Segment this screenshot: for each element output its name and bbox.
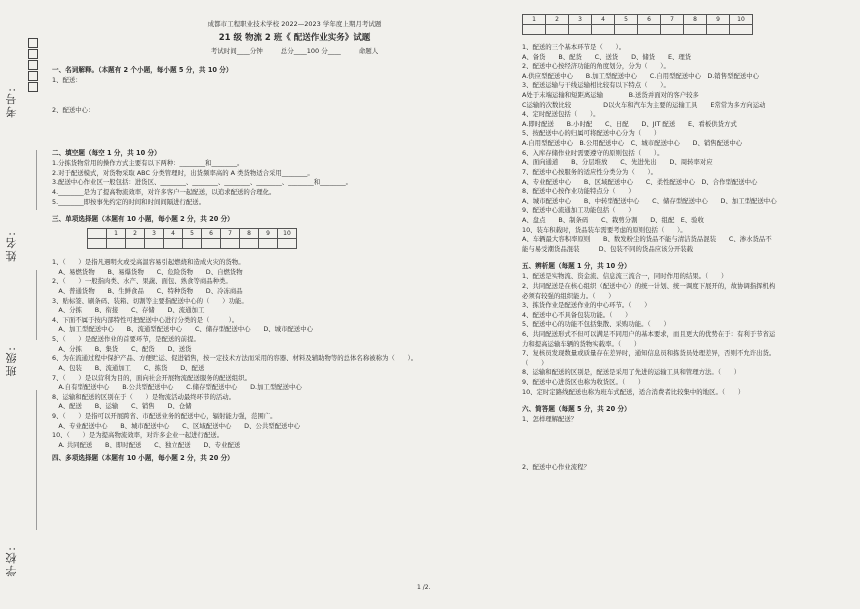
question-line: A.自有型配送中心 B.公共型配送中心 C.储存型配送中心 D.加工型配送中心 <box>52 383 302 392</box>
question-line: A、普通货物 B、生鲜食品 C、特种货物 D、冷冻商品 <box>52 287 243 296</box>
binding-line <box>36 270 37 340</box>
question-line: 6、为在流通过程中保护产品、方便贮运、促进销售，按一定技术方法而采用的容器、材料及辅助物等的总体名称被称为（ ）。 <box>52 354 418 363</box>
section-5-title: 五、辨析题（每题 1 分，共 10 分） <box>522 262 631 271</box>
question-line: A.即时配送 B.小时配 C、日配 D、JIT 配送 E、看板供货方式 <box>522 119 737 128</box>
school-header: 成都市工程职业技术学校 2022—2023 学年度上期月考试题 <box>207 20 382 28</box>
exam-meta <box>112 47 477 57</box>
binding-line <box>36 150 37 210</box>
right-column <box>522 14 852 472</box>
question: 4.________是为了提高物流效率，对许多客户一起配送，以追求配送的合理化。 <box>52 188 276 197</box>
question-line: 必须有较强的组织能力。（ ） <box>522 291 615 300</box>
answer-grid-header: 4 <box>164 229 183 239</box>
question-line: 4、配送中心不具备包装功能。（ ） <box>522 310 632 319</box>
question-line: A、包装 B、流通加工 C、拣货 D、配送 <box>52 363 205 372</box>
class-label: 班级: <box>5 345 18 377</box>
question-line: 10、装车积载时，货品装车需要考虑的原则包括（ ）。 <box>522 225 687 234</box>
answer-grid-header: 1 <box>107 229 126 239</box>
question-line: 4、定时配送包括（ ）。 <box>522 110 600 119</box>
question-line: 力和提高运输车辆的货物实载率。（ ） <box>522 339 641 348</box>
answer-grid-header: 6 <box>202 229 221 239</box>
question-line: 4、下面不属于按内部特性可把配送中心进行分类的是（ ）。 <box>52 315 239 324</box>
section-4-title: 四、多项选择题（本题有 10 小题，每小题 2 分，共 20 分） <box>52 454 234 463</box>
question: 2、配送中心作业流程？ <box>522 462 590 471</box>
question-line: 2、共同配送是在核心组织（配送中心）的统一计划、统一调度下展开的，故协调指挥机构 <box>522 281 776 290</box>
question-line: A、专业配送中心 B、区域配送中心 C、柔性配送中心 D、合作型配送中心 <box>522 177 758 186</box>
single-choice-list <box>52 258 477 450</box>
exam-title: 21 级 物流 2 班《 配送作业实务》试题 <box>218 32 371 43</box>
question-line: 7、配送中心按服务的适应性分类分为（ ）。 <box>522 167 658 176</box>
question-line: 5、按配送中心的归属可将配送中心分为（ ） <box>522 129 661 138</box>
answer-grid-header: 7 <box>661 15 684 25</box>
answer-grid-header: 3 <box>569 15 592 25</box>
question-line: A、分拣 B、衔接 C、存储 D、流通加工 <box>52 306 205 315</box>
question: 1、怎样理解配送？ <box>522 415 578 424</box>
answer-grid-header: 8 <box>240 229 259 239</box>
answer-grid-header: 7 <box>221 229 240 239</box>
question-line: 7、复核员发现数量或质量存在差异时，通知信息员和拣货员处理差异，否则不允许出货。 <box>522 349 776 358</box>
left-column <box>52 20 477 464</box>
judgement-list <box>522 272 852 397</box>
answer-grid-header: 10 <box>278 229 297 239</box>
section-1-title: 一、名词解释。（本题有 2 个小题，每小题 5 分，共 10 分） <box>52 66 233 75</box>
answer-grid-header: 6 <box>638 15 661 25</box>
binding-margin <box>0 0 48 609</box>
question-line: 2、（ ）一般指肉类、水产、果蔬、面包、熟食等商品种类。 <box>52 277 232 286</box>
question-line: 10、定时定路线配送也称为班车式配送，适合消费者比较集中的地区。（ ） <box>522 387 745 396</box>
exam-score: 总分____100 分____ <box>280 46 341 55</box>
question: 2、配送中心： <box>52 105 95 114</box>
multi-choice-list <box>522 43 852 254</box>
question-line: A.供应型配送中心 B.加工型配送中心 C.自用型配送中心 D.销售型配送中心 <box>522 71 760 80</box>
question-line: A、备货 B、配货 C、送货 D、储货 E、理货 <box>522 52 692 61</box>
question-line: 3、贴标签、刷条码、装箱、切割等主要指配送中心的（ ）功能。 <box>52 296 248 305</box>
school-label: 学校: <box>5 545 18 577</box>
question-line: 7、（ ）是以营利为目的，面向社会开展物流配送服务的配送组织。 <box>52 373 251 382</box>
exam-author: 命题人 <box>358 46 379 55</box>
question-line: C运输的次数比较 D以火车和汽车为主要的运输工具 E常常为多方向运动 <box>522 100 766 109</box>
answer-grid-header: 5 <box>615 15 638 25</box>
page-number: 1 /2. <box>417 584 431 591</box>
question-line: A、车辆最大容积率原则 B、数发粉尘的货品不能与清洁货品混装 C、渗水货品不 <box>522 235 772 244</box>
question-line: 3、配送运输与干线运输相比较有以下特点（ ）。 <box>522 81 670 90</box>
answer-grid-header: 3 <box>145 229 164 239</box>
name-label: 姓名: <box>5 230 18 262</box>
answer-grid-header: 4 <box>592 15 615 25</box>
question-line: A、面向通道 B、分层堆放 C、先进先出 D、周转率对应 <box>522 158 713 167</box>
question-line: A.自用型配送中心 B.公用配送中心 C、城市配送中心 D、销售配送中心 <box>522 139 743 148</box>
question-line: A、城市配送中心 B、中转型配送中心 C、储存型配送中心 D、加工型配送中心 <box>522 196 777 205</box>
question-line: 10、（ ）是为提高物流效率，对许多企业一起进行配送。 <box>52 431 224 440</box>
question: 3.配送中心作业区一般包括：进货区、________、________、________、________、________和________。 <box>52 178 353 187</box>
question-line: A. 共同配送 B、即时配送 C、独立配送 D、专业配送 <box>52 440 241 449</box>
question-line: 8、运输和配送的区别在于（ ）是物流活动最终环节的活动。 <box>52 392 236 401</box>
question-line: 5、（ ）是配送作业的首要环节，是配送的前提。 <box>52 335 200 344</box>
question-line: A、专业配送中心 B、城市配送中心 C、区域配送中心 D、公共型配送中心 <box>52 421 301 430</box>
answer-grid <box>522 14 753 35</box>
question-line: 能与易受潮货品混装 D、包装不同的货品应该分开装载 <box>522 244 694 253</box>
question-line: A、易燃货物 B、易爆货物 C、危险货物 D、自燃货物 <box>52 267 243 276</box>
question-line: 1、配送是实物流、资金流、信息流三流合一，同时作用的结果。（ ） <box>522 272 728 281</box>
question-line: A、分拣 B、集货 C、配货 D、送货 <box>52 344 192 353</box>
question-line: A、配送 B、运输 C、销售 D、仓储 <box>52 402 192 411</box>
question: 1.分拣货物常用的操作方式主要有以下两种：________和________。 <box>52 159 244 168</box>
exam-number-boxes <box>28 38 38 92</box>
exam-time: 考试时间____分钟 <box>210 46 263 55</box>
question-line: A、盘点 B、制条码 C、栽剪分割 D、组配 E、验收 <box>522 215 704 224</box>
binding-line <box>36 390 37 530</box>
answer-grid-header: 9 <box>707 15 730 25</box>
answer-grid-header: 2 <box>546 15 569 25</box>
answer-grid-header: 9 <box>259 229 278 239</box>
question-line: 8、配送中心按作业功能特点分（ ） <box>522 187 635 196</box>
question-line: 1、配送的三个基本环节是（ ）。 <box>522 43 626 51</box>
question-line: 5、配送中心的功能不包括集散、采购功能。（ ） <box>522 320 670 329</box>
question-line: 1、（ ）是指凡遇明火或受高温容易引起燃烧和造成火灾的货物。 <box>52 258 245 267</box>
answer-grid-header: 1 <box>523 15 546 25</box>
question: 2.对于配送模式，对货物采取 ABC 分类管理时，出货频率高的 A 类货物适合采用________。 <box>52 168 314 177</box>
section-6-title: 六、简答题（每题 5 分，共 20 分） <box>522 405 631 414</box>
exam-number-label: 考号: <box>5 86 18 118</box>
answer-grid-header: 10 <box>730 15 753 25</box>
question-line: 2、配送中心按经济功能的角度划分，分为（ ）。 <box>522 62 670 71</box>
question-line: 6、共同配送形式不但可以满足不同用户的基本要求，而且更大的优势在于：有利于节省运 <box>522 329 776 338</box>
question-line: 9、配送中心进货区也称为收货区。（ ） <box>522 378 645 386</box>
question-line: 9、配送中心流通加工功能包括（ ） <box>522 206 635 215</box>
answer-grid-header: 8 <box>684 15 707 25</box>
question-line: 8、运输和配送的区别是，配送是采用了先进的运输工具和管理方法。（ ） <box>522 368 741 377</box>
section-3-title: 三、单项选择题（本题有 10 小题，每小题 2 分，共 20 分） <box>52 215 234 224</box>
question-line: 3、拣货作业是配送作业的中心环节。（ ） <box>522 301 651 310</box>
answer-grid-header: 5 <box>183 229 202 239</box>
question-line: 9、（ ）是指可以开展跨省、市配送业务的配送中心，辐射能力强，范围广。 <box>52 411 277 420</box>
question-line: A处于末端运输和短距离运输 B.送货并面对的客户较多 <box>522 91 699 100</box>
question: 5.________即按事先约定的时间和时间间隔进行配送。 <box>52 197 206 206</box>
question-line: 6、入库存储作业时需要遵守的原则包括（ ）。 <box>522 148 664 157</box>
question: 1、配送： <box>52 76 82 85</box>
section-2-title: 二、填空题（每空 1 分，共 10 分） <box>52 149 161 158</box>
question-line: A、加工型配送中心 B、流通型配送中心 C、储存型配送中心 D、城市配送中心 <box>52 325 313 334</box>
answer-grid <box>87 228 297 249</box>
answer-grid-header: 2 <box>126 229 145 239</box>
question-line: （ ） <box>522 358 548 367</box>
